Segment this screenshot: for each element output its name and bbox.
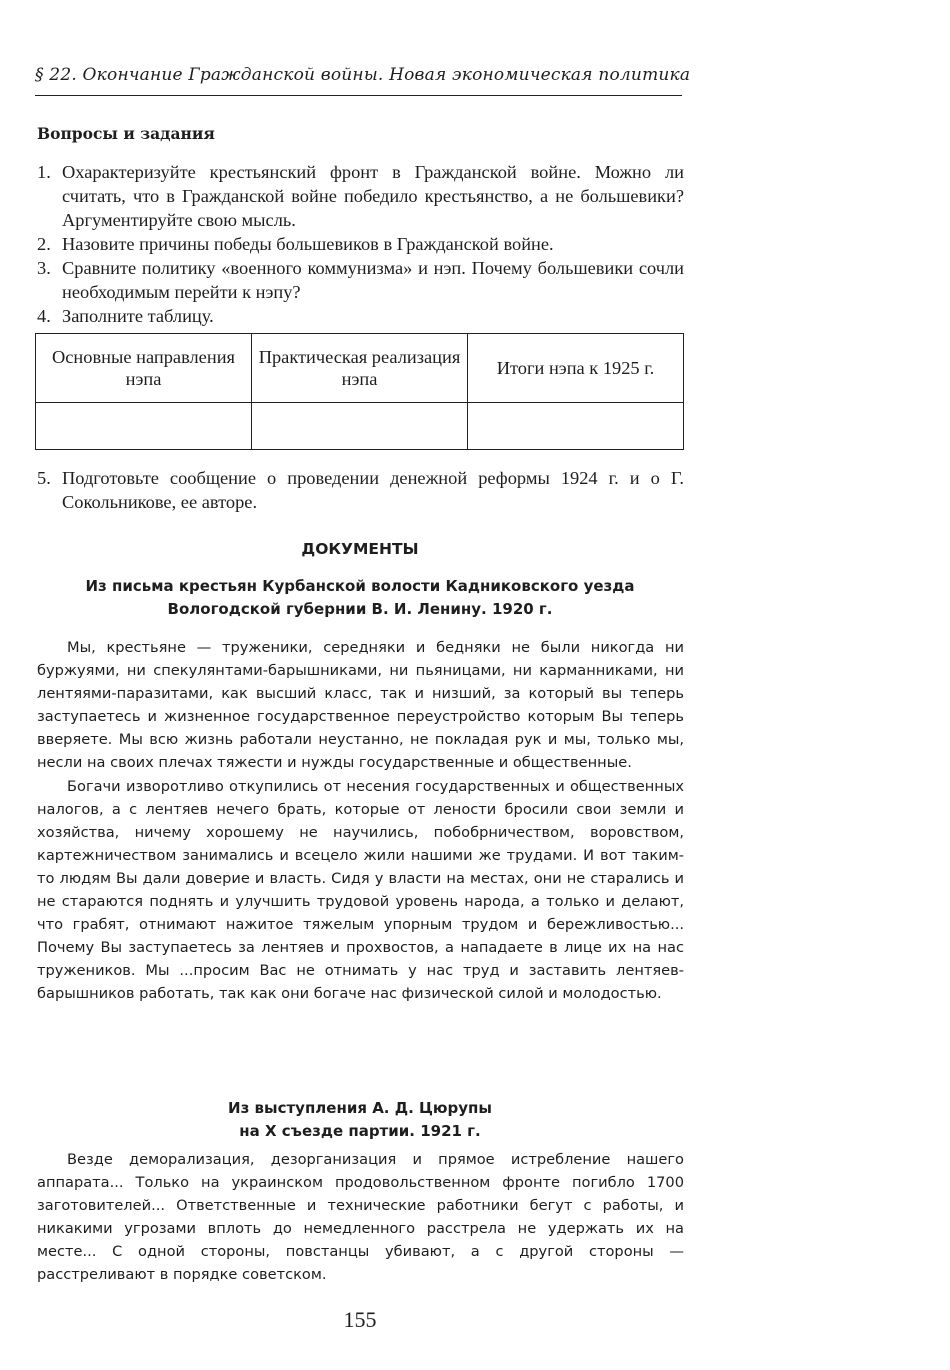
document-title-line: Из выступления А. Д. Цюрупы	[228, 1099, 492, 1117]
document-paragraph: Везде деморализация, дезорганизация и прямое истребление нашего аппарата... Только на украинском продовольственном фронте погибло 1700 заготовителей... Ответственные и технические работники бегут с работы, и никакими угрозами вплоть до немедленного расстрела не удержать их на месте... С одной стороны, повстанцы убивают, а с другой стороны — расстреливают в порядке советском.	[37, 1151, 684, 1284]
question-number: 4.	[37, 306, 51, 326]
question-text: Охарактеризуйте крестьянский фронт в Гражданской войне. Можно ли считать, что в Гражданской войне победило крестьянство, а не большевики? Аргументируйте свою мысль.	[62, 162, 684, 230]
table-header-cell: Итоги нэпа к 1925 г.	[468, 334, 684, 403]
header-divider	[35, 95, 682, 96]
question-item	[37, 160, 684, 232]
question-text: Заполните таблицу.	[62, 306, 214, 326]
question-number: 3.	[37, 258, 51, 278]
document-body	[37, 1148, 684, 1287]
question-text: Назовите причины победы большевиков в Гражданской войне.	[62, 234, 554, 254]
question-number: 1.	[37, 162, 51, 182]
document-title-line: Вологодской губернии В. И. Ленину. 1920 г.	[167, 600, 553, 618]
nep-table	[35, 333, 684, 450]
table-row	[36, 403, 684, 450]
document-title	[0, 575, 720, 621]
document-paragraph: Богачи изворотливо откупились от несения государственных и общественных налогов, а с лентяев нечего брать, которые от лености бросили свои земли и хозяйства, ничему хорошему не научились, побобрничеством, воровством, картежничеством занимались и всецело жили нашими же трудами. И вот таким-то людям Вы дали доверие и власть. Сидя у власти на местах, они не старались и не стараются поднять и улучшить трудовой уровень народа, а только и делают, что грабят, отнимают нажитое тяжелым упорным трудом и бережливостью... Почему Вы заступаетесь за лентяев и прохвостов, а нападаете в лице их на нас тружеников. Мы ...просим Вас не отнимать у нас труд и заставить лентяев-барышников работать, так как они богаче нас физической силой и молодостью.	[37, 777, 684, 1003]
table-cell	[252, 403, 468, 450]
questions-heading: Вопросы и задания	[37, 124, 215, 143]
table-header-cell: Основные направления нэпа	[36, 334, 252, 403]
question-list	[37, 160, 684, 328]
question-item	[37, 466, 684, 514]
question-number: 2.	[37, 234, 51, 254]
document-paragraph: Мы, крестьяне — труженики, середняки и бедняки не были никогда ни буржуями, ни спекулянтами-барышниками, ни пьяницами, ни карманниками, ни лентяями-паразитами, как высший класс, так и низший, за который вы теперь заступаетесь и жизненное государственное переустройство которым Вы теперь вверяете. Мы всю жизнь работали неустанно, не покладая рук и мы, только мы, несли на своих плечах тяжести и нужды государственные и общественные.	[37, 639, 684, 772]
table-cell	[36, 403, 252, 450]
table-cell	[468, 403, 684, 450]
document-title	[0, 1097, 720, 1143]
question-number: 5.	[37, 468, 51, 488]
document-body	[37, 636, 684, 1006]
question-item	[37, 232, 684, 256]
page-number: 155	[343, 1307, 377, 1332]
document-title-line: на X съезде партии. 1921 г.	[239, 1122, 481, 1140]
question-text: Подготовьте сообщение о проведении денежной реформы 1924 г. и о Г. Сокольникове, ее авторе.	[62, 468, 684, 512]
running-header: § 22. Окончание Гражданской войны. Новая экономическая политика	[35, 65, 691, 85]
question-item	[37, 256, 684, 304]
question-item	[37, 304, 684, 328]
table-header-row	[36, 334, 684, 403]
question-text: Сравните политику «военного коммунизма» и нэп. Почему большевики сочли необходимым перейти к нэпу?	[62, 258, 684, 302]
table-header-cell: Практическая реализация нэпа	[252, 334, 468, 403]
document-title-line: Из письма крестьян Курбанской волости Кадниковского уезда	[85, 577, 635, 595]
documents-heading: ДОКУМЕНТЫ	[301, 540, 419, 558]
